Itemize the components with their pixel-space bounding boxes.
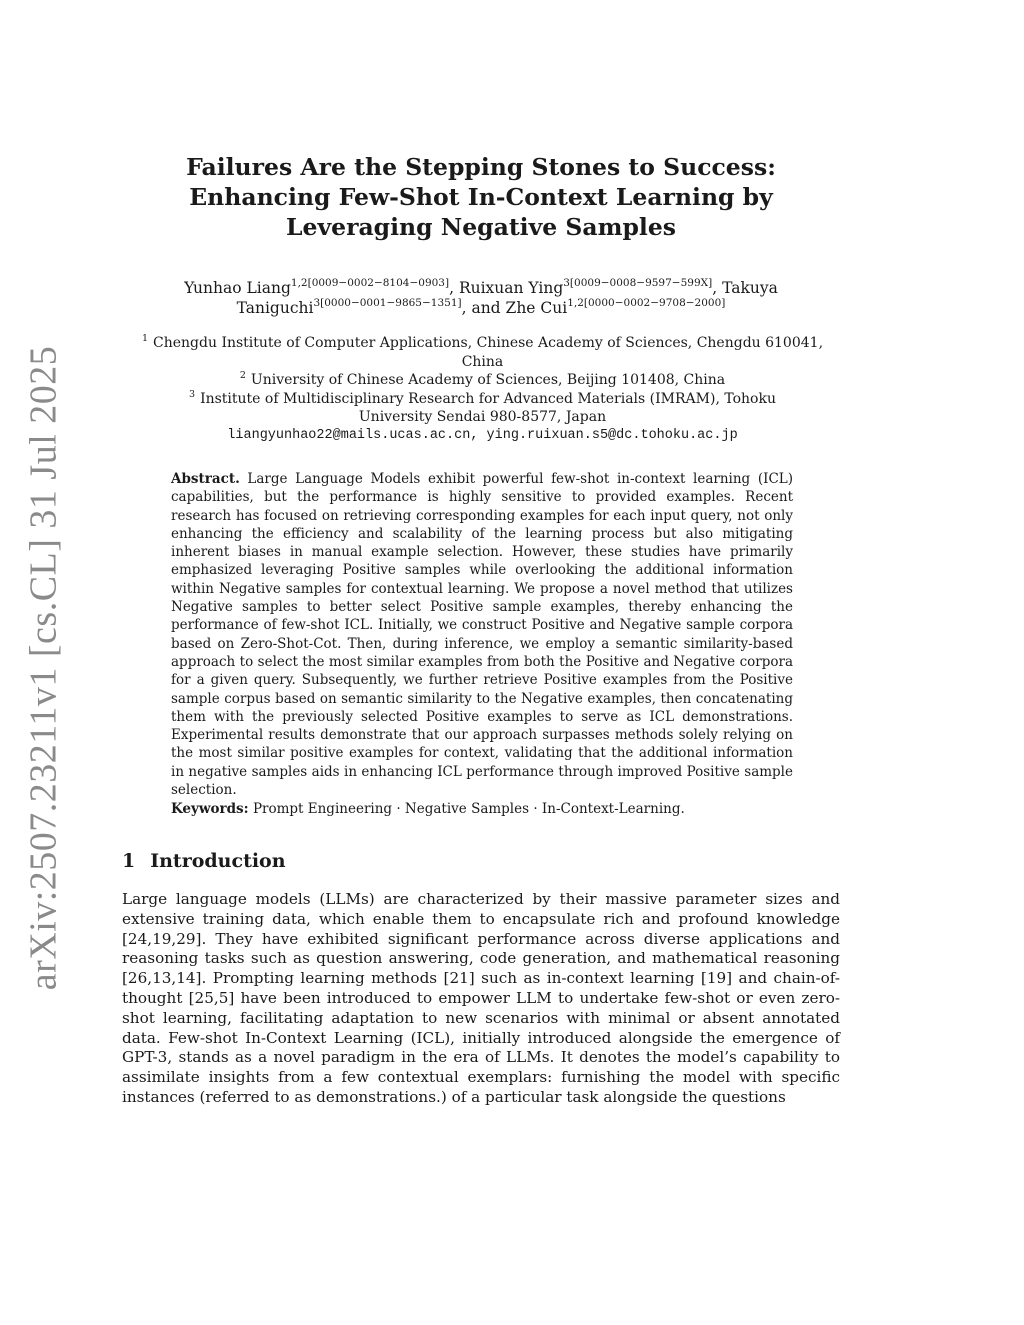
affiliation-item (125, 334, 840, 371)
abstract (171, 470, 793, 799)
section-number: 1 (122, 850, 136, 872)
author-name: Yunhao Liang (184, 279, 291, 297)
affiliation-text: Institute of Multidisciplinary Research for Advanced Materials (IMRAM), Tohoku University Sendai 980-8577, Japan (200, 390, 776, 425)
author-separator: , (449, 279, 459, 297)
paper-title: Failures Are the Stepping Stones to Success: Enhancing Few-Shot In-Context Learning by Leveraging Negative Samples (186, 153, 776, 241)
author-separator: , and (461, 299, 506, 317)
abstract-label: Abstract. (171, 471, 240, 487)
keywords-label: Keywords: (171, 801, 249, 817)
author-name: Takuya Taniguchi (236, 279, 778, 317)
abstract-text: Large Language Models exhibit powerful few-shot in-context learning (ICL) capabilities, but the performance is highly sensitive to provided examples. Recent research has focused on retrieving corresponding examples for each input query, not only enhancing the efficiency and scalability of the learning process but also mitigating inherent biases in manual example selection. However, these studies have primarily emphasized leveraging Positive samples while overlooking the additional information within Negative samples for contextual learning. We propose a novel method that utilizes Negative samples to better select Positive sample examples, thereby enhancing the performance of few-shot ICL. Initially, we construct Positive and Negative sample corpora based on Zero-Shot-Cot. Then, during inference, we employ a semantic similarity-based approach to select the most similar examples from both the Positive and Negative corpora for a given query. Subsequently, we further retrieve Positive examples from the Positive sample corpus based on semantic similarity to the Negative examples, then concatenating them with the previously selected Positive examples to serve as ICL demonstrations. Experimental results demonstrate that our approach surpasses methods solely relying on the most similar positive examples for context, validating that the additional information in negative samples aids in enhancing ICL performance through improved Positive sample selection. (171, 471, 794, 799)
affiliation-text: Chengdu Institute of Computer Applications, Chinese Academy of Sciences, Chengdu 610041, China (153, 335, 824, 370)
keywords-text: Prompt Engineering · Negative Samples · In-Context-Learning. (252, 801, 685, 817)
section-title: Introduction (150, 850, 286, 872)
affiliation-number: 2 (239, 370, 246, 381)
author-list (150, 278, 812, 318)
affiliation-item (125, 390, 840, 427)
affiliation-number: 3 (189, 388, 196, 400)
author-emails: liangyunhao22@mails.ucas.ac.cn, ying.ruixuan.s5@dc.tohoku.ac.jp (227, 427, 738, 443)
author-affiliation-orcid: 3[0000−0001−9865−1351] (313, 297, 462, 309)
arxiv-identifier: arXiv:2507.23211v1 [cs.CL] 31 Jul 2025 (22, 345, 65, 990)
affiliation-list (125, 334, 840, 445)
author-name: Zhe Cui (505, 299, 568, 317)
author-name: Ruixuan Ying (458, 279, 564, 297)
author-affiliation-orcid: 3[0009−0008−9597−599X] (563, 277, 713, 289)
author-separator: , (712, 279, 723, 297)
affiliation-number: 1 (141, 333, 149, 344)
affiliation-item (125, 371, 840, 390)
author-affiliation-orcid: 1,2[0009−0002−8104−0903] (290, 277, 450, 289)
author-affiliation-orcid: 1,2[0000−0002−9708−2000] (567, 297, 726, 309)
section-heading (122, 850, 286, 872)
affiliation-text: University of Chinese Academy of Sciences, Beijing 101408, China (250, 372, 726, 388)
introduction-paragraph: Large language models (LLMs) are characterized by their massive parameter sizes and extensive training data, which enable them to encapsulate rich and profound knowledge [24,19,29]. They have exhibited significant performance across diverse applications and reasoning tasks such as question answering, code generation, and mathematical reasoning [26,13,14]. Prompting learning methods [21] such as in-context learning [19] and chain-of-thought [25,5] have been introduced to empower LLM to undertake few-shot or even zero-shot learning, facilitating adaptation to new scenarios with minimal or absent annotated data. Few-shot In-Context Learning (ICL), initially introduced alongside the emergence of GPT-3, stands as a novel paradigm in the era of LLMs. It denotes the model’s capability to assimilate insights from a few contextual exemplars: furnishing the model with specific instances (referred to as demonstrations.) of a particular task alongside the questions (122, 890, 840, 1106)
arxiv-side-stamp (14, 345, 72, 990)
keywords (171, 800, 793, 818)
